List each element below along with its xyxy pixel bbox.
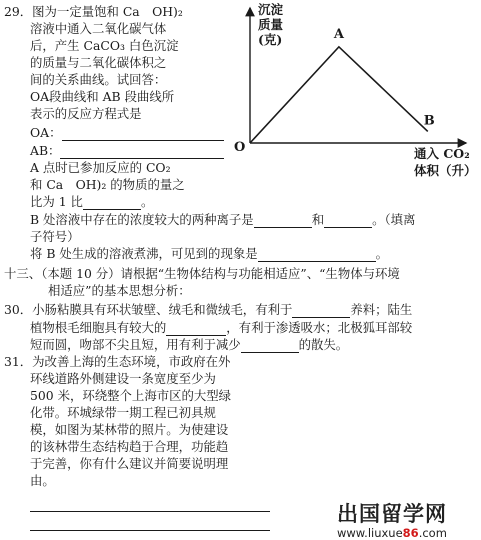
q31-answer-line-2[interactable] xyxy=(30,530,270,531)
q29-b-ions-end: 。（填离 xyxy=(372,212,416,227)
q29-ratio-end: 。 xyxy=(140,194,154,209)
watermark-url-num: 86 xyxy=(402,526,419,540)
point-label-o: O xyxy=(234,140,246,155)
precipitate-curve-line xyxy=(250,47,428,143)
q29-oa-answer-blank[interactable] xyxy=(62,128,224,141)
q29-b-ions-label: B 处溶液中存在的浓度较大的两种离子是 xyxy=(30,212,254,227)
q29-line-5: 间的关系曲线。试回答： xyxy=(30,72,167,87)
point-label-b: B xyxy=(423,113,435,129)
site-watermark xyxy=(337,498,447,540)
q29-line-3: 后，产生 CaCO₃ 白色沉淀 xyxy=(30,38,179,53)
q29-boil-end: 。 xyxy=(375,246,389,261)
q31-answer-line-1[interactable] xyxy=(30,511,270,512)
q29-oa-label: OA： xyxy=(30,125,62,140)
x-axis-label xyxy=(414,146,477,178)
q31-line-4: 化带。环城绿带一期工程已初具规 xyxy=(30,405,216,420)
section-13-heading-line-2: 相适应”的基本思想分析： xyxy=(48,283,191,298)
q29-ion-blank-1[interactable] xyxy=(254,215,312,228)
q29-ratio-blank[interactable] xyxy=(83,197,141,210)
q31-line-1: 31．为改善上海的生态环境，市政府在外 xyxy=(4,354,231,369)
q29-ratio-label: 比为 1 比 xyxy=(30,194,83,209)
q30-text-2a: 植物根毛细胞具有较大的 xyxy=(30,320,167,335)
q29-line-6: OA段曲线和 AB 段曲线所 xyxy=(30,89,175,104)
watermark-url-prefix: www.liuxue xyxy=(337,526,403,540)
y-axis-label xyxy=(258,2,284,47)
point-label-a: A xyxy=(333,26,344,42)
q29-ab-answer-blank[interactable] xyxy=(60,146,224,159)
precipitate-curve-chart xyxy=(228,0,481,185)
q29-b-ions-and: 和 xyxy=(311,212,325,227)
q29-line-7: 表示的反应方程式是 xyxy=(30,106,142,121)
q30-text-1b: 养料；陆生 xyxy=(350,302,413,317)
q29-ratio-row xyxy=(30,194,153,210)
q30-blank-3[interactable] xyxy=(241,340,299,353)
q29-a-line-1: A 点时已参加反应的 CO₂ xyxy=(30,160,171,175)
q29-oa-row xyxy=(30,125,224,141)
y-axis-label-line: 质量 xyxy=(258,17,284,32)
q29-ab-row xyxy=(30,143,224,159)
q31-line-2: 环线道路外侧建设一条宽度至少为 xyxy=(30,371,216,386)
q31-line-7: 于完善，你有什么建议并简要说明理 xyxy=(30,456,229,471)
q29-boil-label: 将 B 处生成的溶液煮沸，可见到的现象是 xyxy=(30,246,258,261)
q29-ab-label: AB： xyxy=(30,143,61,158)
q29-line-4: 的质量与二氧化碳体积之 xyxy=(30,55,167,70)
q30-text-3b: 的散失。 xyxy=(298,337,349,352)
section-13-heading-line-1: 十三、（本题 10 分）请根据“生物体结构与功能相适应”、“生物体与环境 xyxy=(4,266,400,281)
q31-line-8: 由。 xyxy=(30,473,55,488)
q29-boil-blank[interactable] xyxy=(258,249,376,262)
q31-line-5: 模，如图为某林带的照片。为使建设 xyxy=(30,422,229,437)
q29-boil-row xyxy=(30,246,388,262)
q30-text-2b: ，有利于渗透吸水；北极狐耳部较 xyxy=(226,320,413,335)
x-axis-label-line: 通入 CO₂ xyxy=(414,146,470,161)
q30-text-1a: 30．小肠粘膜具有环状皱壁、绒毛和微绒毛，有利于 xyxy=(4,302,293,317)
watermark-url-suffix: .com xyxy=(418,526,447,540)
q30-blank-1[interactable] xyxy=(292,305,350,318)
q29-line-2: 溶液中通入二氧化碳气体 xyxy=(30,21,167,36)
q30-text-3a: 短而圆，吻部不尖且短，用有利于减少 xyxy=(30,337,241,352)
q29-b-ions-row xyxy=(30,212,415,228)
y-axis-label-line: 沉淀 xyxy=(258,2,284,17)
watermark-name: 出国留学网 xyxy=(337,502,447,526)
q31-line-3: 500 米，环绕整个上海市区的大型绿 xyxy=(30,388,232,403)
y-axis-label-line: (克) xyxy=(258,32,283,47)
q30-blank-2[interactable] xyxy=(166,323,226,336)
q30-row-1 xyxy=(4,302,412,318)
q29-b-ions-cont: 子符号） xyxy=(30,229,80,244)
q29-ion-blank-2[interactable] xyxy=(324,215,372,228)
q29-line-1: 29．图为一定量饱和 Ca OH)₂ xyxy=(4,4,183,19)
x-axis-label-line: 体积（升） xyxy=(414,163,477,178)
q31-line-6: 的该林带生态结构趋于合理，功能趋 xyxy=(30,439,229,454)
watermark-url xyxy=(337,526,447,540)
q30-row-3 xyxy=(30,337,348,353)
q29-a-line-2: 和 Ca OH)₂ 的物质的量之 xyxy=(30,177,185,192)
q30-row-2 xyxy=(30,320,412,336)
